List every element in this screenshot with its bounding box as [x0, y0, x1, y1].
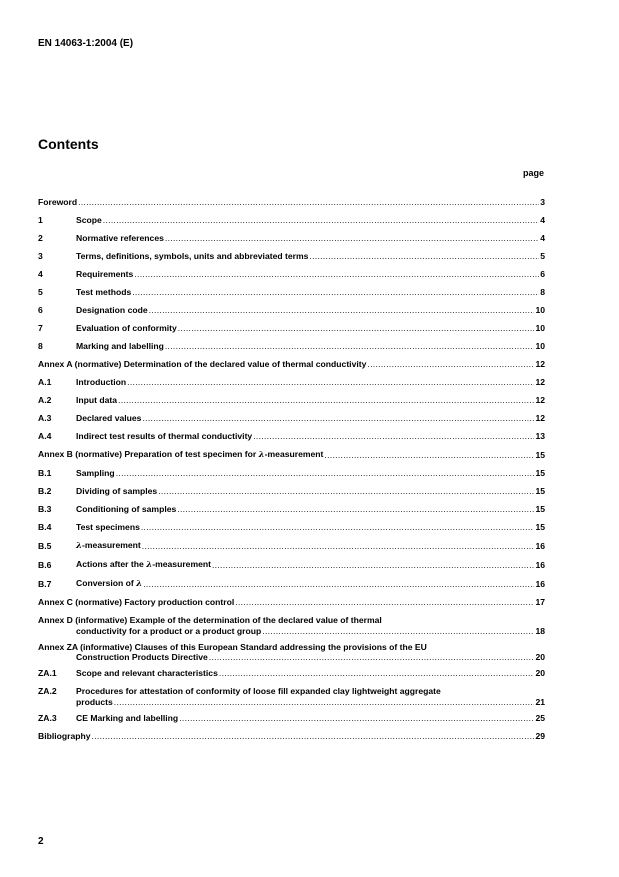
toc-entry-number: 8 — [38, 341, 43, 351]
toc-entry-label-line2: products — [76, 696, 113, 707]
toc-entry-page: 20 — [535, 652, 545, 662]
toc-entry-page: 15 — [535, 486, 545, 496]
toc-entry-page: 13 — [535, 431, 545, 441]
toc-entry-label-line1: Annex ZA (informative) Clauses of this European Standard addressing the provisions of the EU — [38, 641, 427, 652]
toc-entry-number: A.3 — [38, 413, 52, 423]
toc-entry-label: Input data — [76, 395, 118, 405]
toc-entry-annex-a[interactable] — [38, 359, 545, 370]
leader-dots — [262, 626, 534, 637]
toc-entry-a3[interactable] — [38, 413, 545, 424]
toc-entry-7[interactable] — [38, 323, 545, 334]
label-prefix: Actions after the — [76, 559, 147, 569]
leader-dots — [118, 395, 534, 406]
toc-entry-page: 17 — [535, 597, 545, 607]
toc-entry-page: 12 — [535, 359, 545, 369]
toc-entry-page: 10 — [535, 341, 545, 351]
toc-entry-number: 5 — [38, 287, 43, 297]
toc-entry-page: 21 — [535, 696, 545, 707]
toc-entry-bibliography[interactable] — [38, 731, 545, 742]
toc-entry-1[interactable] — [38, 215, 545, 226]
document-header: EN 14063-1:2004 (E) — [38, 38, 134, 49]
lambda-symbol: λ — [76, 541, 83, 551]
toc-entry-number: 2 — [38, 233, 43, 243]
toc-entry-b3[interactable] — [38, 504, 545, 515]
toc-entry-number: 6 — [38, 305, 43, 315]
toc-entry-b1[interactable] — [38, 468, 545, 479]
toc-entry-label: Foreword — [38, 197, 78, 207]
toc-entry-page: 5 — [540, 251, 545, 261]
toc-entry-page: 12 — [535, 377, 545, 387]
toc-entry-page: 8 — [540, 287, 545, 297]
label-prefix: Annex B (normative) Preparation of test specimen for — [38, 449, 259, 459]
leader-dots — [309, 251, 539, 262]
toc-entry-page: 15 — [535, 468, 545, 478]
toc-entry-label: Sampling — [76, 468, 115, 478]
toc-entry-label: Designation code — [76, 305, 148, 315]
toc-entry-page: 10 — [535, 323, 545, 333]
toc-entry-page: 15 — [535, 522, 545, 532]
toc-entry-number: B.2 — [38, 486, 52, 496]
toc-entry-page: 16 — [535, 541, 545, 551]
toc-entry-za2[interactable] — [38, 686, 545, 707]
toc-entry-number: 1 — [38, 215, 43, 225]
toc-entry-label: Declared values — [76, 413, 142, 423]
toc-entry-label: Evaluation of conformity — [76, 323, 177, 333]
toc-entry-number: 3 — [38, 251, 43, 261]
leader-dots — [235, 597, 534, 608]
toc-entry-number: 4 — [38, 269, 43, 279]
toc-entry-za1[interactable] — [38, 668, 545, 679]
toc-entry-label — [38, 449, 323, 461]
leader-dots — [178, 323, 535, 334]
leader-dots — [142, 413, 534, 424]
toc-entry-label: Annex A (normative) Determination of the declared value of thermal conductivity — [38, 359, 367, 369]
toc-entry-label: Indirect test results of thermal conductivity — [76, 431, 253, 441]
toc-entry-annex-c[interactable] — [38, 597, 545, 608]
lambda-symbol: λ — [136, 579, 143, 589]
leader-dots — [367, 359, 534, 370]
leader-dots — [127, 377, 534, 388]
toc-entry-label — [76, 559, 211, 571]
toc-entry-label: Test specimens — [76, 522, 140, 532]
toc-entry-page: 12 — [535, 413, 545, 423]
toc-entry-number: 7 — [38, 323, 43, 333]
toc-entry-label: Scope — [76, 215, 102, 225]
toc-entry-page: 16 — [535, 560, 545, 570]
leader-dots — [141, 522, 535, 533]
toc-entry-b5[interactable] — [38, 540, 545, 552]
toc-entry-number: A.2 — [38, 395, 52, 405]
toc-entry-label: Bibliography — [38, 730, 91, 741]
toc-entry-annex-d[interactable] — [38, 615, 545, 636]
leader-dots — [165, 233, 539, 244]
toc-entry-page: 15 — [535, 504, 545, 514]
leader-dots — [177, 504, 534, 515]
toc-entry-number: B.4 — [38, 522, 52, 532]
label-suffix: -measurement — [152, 559, 211, 569]
toc-entry-za3[interactable] — [38, 713, 545, 724]
toc-entry-label-line2: conductivity for a product or a product group — [76, 625, 262, 636]
toc-entry-label: Requirements — [76, 269, 134, 279]
toc-entry-b7[interactable] — [38, 578, 545, 590]
toc-entry-a4[interactable] — [38, 431, 545, 442]
toc-entry-page: 4 — [540, 215, 545, 225]
toc-entry-page: 18 — [535, 625, 545, 636]
toc-entry-label: Introduction — [76, 377, 127, 387]
leader-dots — [212, 560, 534, 571]
toc-entry-5[interactable] — [38, 287, 545, 298]
leader-dots — [179, 713, 534, 724]
leader-dots — [134, 269, 539, 280]
toc-entry-b4[interactable] — [38, 522, 545, 533]
toc-entry-number: ZA.1 — [38, 668, 57, 678]
toc-entry-b2[interactable] — [38, 486, 545, 497]
leader-dots — [103, 215, 539, 226]
toc-entry-label: Conditioning of samples — [76, 504, 177, 514]
toc-entry-label-line1: Procedures for attestation of conformity of loose fill expanded clay lightweight aggregate — [76, 686, 441, 696]
toc-entry-b6[interactable] — [38, 559, 545, 571]
toc-entry-foreword[interactable] — [38, 197, 545, 208]
label-prefix: Conversion of — [76, 578, 137, 588]
toc-entry-label: Dividing of samples — [76, 486, 158, 496]
toc-entry-label-line2: Construction Products Directive — [76, 652, 208, 662]
toc-entry-page: 16 — [535, 579, 545, 589]
toc-entry-label — [76, 578, 142, 590]
toc-entry-label: Marking and labelling — [76, 341, 164, 351]
toc-entry-page: 15 — [535, 450, 545, 460]
toc-entry-number: ZA.2 — [38, 686, 57, 696]
toc-entry-page: 25 — [535, 712, 545, 723]
toc-entry-page: 3 — [540, 197, 545, 207]
toc-entry-annex-b[interactable] — [38, 449, 545, 461]
toc-entry-label: Normative references — [76, 233, 164, 243]
toc-entry-2[interactable] — [38, 233, 545, 244]
toc-entry-page: 12 — [535, 395, 545, 405]
toc-entry-number: B.3 — [38, 504, 52, 514]
label-suffix: -measurement — [264, 449, 324, 459]
leader-dots — [253, 431, 534, 442]
leader-dots — [158, 486, 534, 497]
toc-entry-label-line1: Annex D (informative) Example of the determination of the declared value of thermal — [38, 615, 382, 625]
page-title: Contents — [38, 136, 99, 152]
toc-entry-8[interactable] — [38, 341, 545, 352]
leader-dots — [219, 668, 535, 679]
toc-entry-page: 4 — [540, 233, 545, 243]
leader-dots — [78, 197, 539, 208]
page-number: 2 — [38, 836, 44, 847]
toc-entry-number: B.7 — [38, 579, 52, 589]
toc-entry-label — [76, 540, 141, 552]
toc-entry-label: Test methods — [76, 287, 132, 297]
toc-entry-page: 29 — [535, 730, 545, 741]
toc-entry-number: B.5 — [38, 541, 52, 551]
toc-entry-3[interactable] — [38, 251, 545, 262]
leader-dots — [116, 468, 535, 479]
lambda-symbol: λ — [258, 450, 265, 460]
toc-entry-page: 20 — [535, 668, 545, 678]
leader-dots — [209, 652, 535, 663]
leader-dots — [143, 579, 534, 590]
toc-entry-number: A.4 — [38, 431, 52, 441]
toc-entry-label: Terms, definitions, symbols, units and abbreviated terms — [76, 251, 309, 261]
leader-dots — [142, 541, 535, 552]
toc-entry-number: B.6 — [38, 560, 52, 570]
toc-entry-number: B.1 — [38, 468, 52, 478]
toc-entry-number: ZA.3 — [38, 712, 57, 723]
leader-dots — [324, 450, 534, 461]
leader-dots — [132, 287, 539, 298]
leader-dots — [92, 731, 535, 742]
toc-entry-label: Scope and relevant characteristics — [76, 668, 218, 678]
leader-dots — [165, 341, 535, 352]
lambda-symbol: λ — [146, 560, 153, 570]
toc-entry-4[interactable] — [38, 269, 545, 280]
toc-entry-number: A.1 — [38, 377, 52, 387]
toc-entry-label: Annex C (normative) Factory production control — [38, 597, 235, 607]
leader-dots — [114, 697, 535, 708]
toc-entry-label: CE Marking and labelling — [76, 712, 179, 723]
toc-entry-page: 6 — [540, 269, 545, 279]
toc-entry-6[interactable] — [38, 305, 545, 316]
table-of-contents — [38, 197, 545, 749]
toc-entry-a1[interactable] — [38, 377, 545, 388]
toc-entry-annex-za[interactable] — [38, 642, 545, 663]
label-suffix: -measurement — [82, 540, 141, 550]
toc-entry-page: 10 — [535, 305, 545, 315]
leader-dots — [149, 305, 535, 316]
page-column-label: page — [522, 168, 544, 178]
toc-entry-a2[interactable] — [38, 395, 545, 406]
